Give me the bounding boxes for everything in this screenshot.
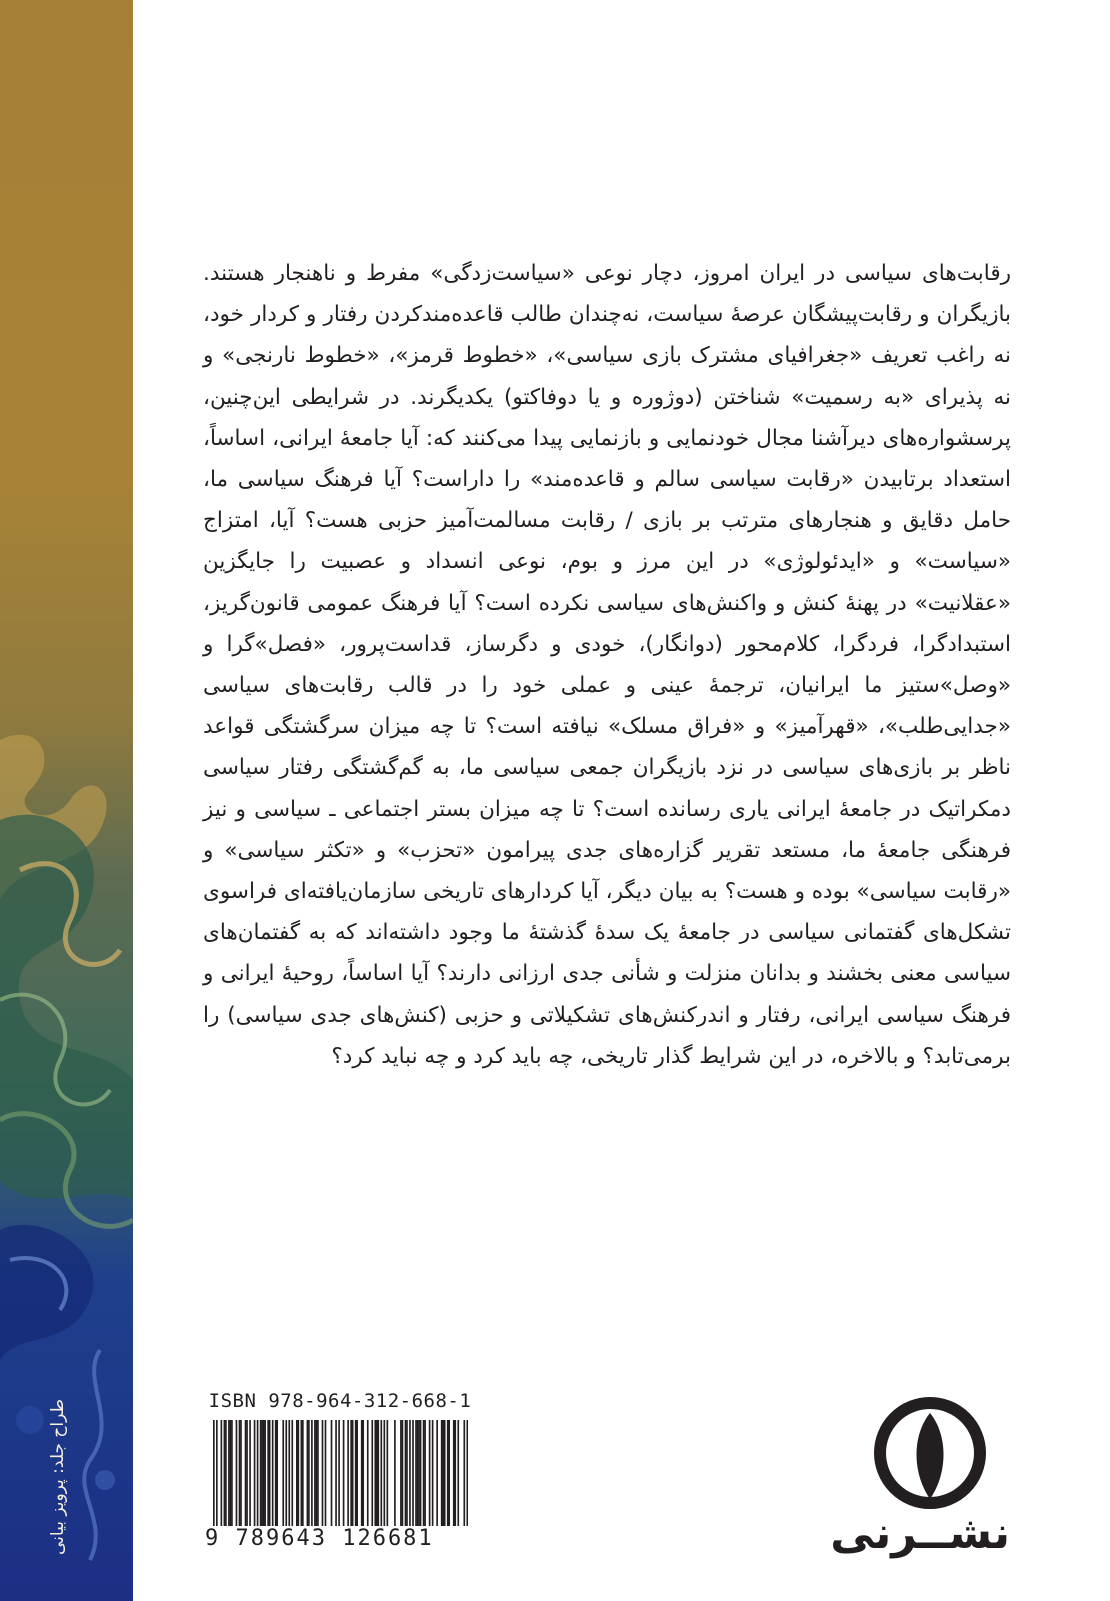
isbn-label: ISBN 978-964-312-668-1 <box>208 1390 472 1412</box>
barcode-bar <box>367 1420 369 1530</box>
back-cover-blurb: رقابت‌های سیاسی در ایران امروز، دچار نوعی «سیاست‌زدگی» مفرط و ناهنجار هستند. بازیگران و رقابت‌پیشگان عرصهٔ سیاست، نه‌چندان طالب قاعده‌مندکردن رفتار و کردار خود، نه راغب تعریف «جغرافیای مشترک بازی سیاسی»، «خطوط قرمز»، «خطوط نارنجی» و نه پذیرای «به رسمیت» شناختن (دوژوره و یا دوفاکتو) یکدیگرند. در شرایطی این‌چنین، پرسشواره‌های دیرآشنا مجال خودنمایی و بازنمایی پیدا می‌کنند که: آیا جامعهٔ ایرانی، اساساً، استعداد برتابیدن «رقابت سیاسی سالم و قاعده‌مند» را داراست؟ آیا فرهنگ سیاسی ما، حامل دقایق و هنجارهای مترتب بر بازی / رقابت مسالمت‌آمیز حزبی هست؟ آیا، امتزاج «سیاست» و «ایدئولوژی» در این مرز و بوم، نوعی انسداد و عصبیت را جایگزین «عقلانیت» در پهنهٔ کنش و واکنش‌های سیاسی نکرده است؟ آیا فرهنگ عمومی قانون‌گریز، استبدادگرا، فردگرا، کلام‌محور (دوانگار)، خودی و دگرساز، قداست‌پرور، «فصل»گرا و «وصل»ستیز ما ایرانیان، ترجمهٔ عینی و عملی خود را در قالب رقابت‌های سیاسی «جدایی‌طلب»، «قهرآمیز» و «فراق مسلک» نیافته است؟ تا چه میزان سرگشتگی قواعد ناظر بر بازی‌های سیاسی در نزد بازیگران جمعی سیاسی ما، به گم‌گشتگی رفتار سیاسی دمکراتیک در جامعهٔ ایرانی یاری رسانده است؟ تا چه میزان بستر اجتماعی ـ سیاسی و نیز فرهنگی جامعهٔ ما، مستعد تقریر گزاره‌های جدی پیرامون «تحزب» و «تکثر سیاسی» و «رقابت سیاسی» بوده و هست؟ به بیان دیگر، آیا کردارهای تاریخی سازمان‌یافته‌ای فراسوی تشکل‌های گفتمانی سیاسی در جامعهٔ یک سدهٔ گذشتهٔ ما وجود داشته‌اند که به گفتمان‌های سیاسی معنی بخشند و بدانان منزلت و شأنی جدی ارزانی دارند؟ آیا اساساً، روحیهٔ ایرانی و فرهنگ سیاسی ایرانی، رفتار و اندرکنش‌های تشکیلاتی و حزبی (کنش‌های جدی سیاسی) را برمی‌تابد؟ و بالاخره، در این شرایط گذار تاریخی، چه باید کرد و چه نباید کرد؟ <box>203 261 1011 1069</box>
barcode-bar <box>448 1420 450 1530</box>
barcode-bar <box>362 1420 364 1530</box>
barcode-bar <box>405 1420 407 1530</box>
barcode-bar <box>409 1420 411 1530</box>
barcode-bar <box>298 1420 300 1530</box>
barcode-bar <box>245 1420 247 1530</box>
barcode-bar <box>355 1420 357 1530</box>
barcode-bar <box>442 1420 444 1530</box>
barcode-bar <box>361 1420 363 1530</box>
barcode-bar <box>228 1420 230 1530</box>
barcode-bar <box>224 1420 226 1530</box>
barcode-bar <box>276 1420 278 1530</box>
barcode-bar <box>240 1420 242 1530</box>
barcode-bar <box>466 1420 468 1530</box>
barcode-bar <box>412 1420 414 1530</box>
barcode-bar <box>221 1420 223 1530</box>
barcode-bar <box>261 1420 263 1530</box>
barcode-digits: 9 789643 126681 <box>205 1526 475 1551</box>
barcode-bar <box>288 1420 290 1530</box>
barcode-bar <box>463 1420 465 1530</box>
barcode-bar <box>420 1420 422 1530</box>
barcode-bar <box>316 1420 318 1530</box>
barcode-bar <box>257 1420 259 1530</box>
barcode-bar <box>343 1420 345 1530</box>
barcode-bar <box>453 1420 455 1530</box>
barcode-bar <box>406 1420 408 1530</box>
barcode-bar <box>374 1420 376 1530</box>
barcode-bar <box>236 1420 238 1530</box>
barcode-bar <box>441 1420 443 1530</box>
barcode-bar <box>444 1420 446 1530</box>
barcode-bar <box>331 1420 333 1530</box>
barcode-bar <box>216 1420 218 1530</box>
barcode-bar <box>264 1420 266 1530</box>
barcode-bar <box>447 1420 449 1530</box>
barcode-bar <box>311 1420 313 1530</box>
barcode-bar <box>350 1420 352 1530</box>
barcode-bar <box>239 1420 241 1530</box>
barcode-bar <box>314 1420 316 1530</box>
barcode-bar <box>417 1420 419 1530</box>
cover-spine-art <box>0 0 133 1601</box>
barcode-bar <box>307 1420 309 1530</box>
barcode-icon <box>213 1420 468 1530</box>
isbn-barcode-block <box>205 1390 475 1560</box>
barcode-bar <box>457 1420 459 1530</box>
barcode-bar <box>230 1420 232 1530</box>
barcode-bar <box>308 1420 310 1530</box>
barcode-bar <box>418 1420 420 1530</box>
barcode-bar <box>246 1420 248 1530</box>
barcode-bar <box>269 1420 271 1530</box>
barcode-bar <box>347 1420 349 1530</box>
publisher-logo-text: نشــرنی <box>830 1508 1010 1559</box>
barcode-bar <box>371 1420 373 1530</box>
barcode-bar <box>377 1420 379 1530</box>
barcode-bar <box>376 1420 378 1530</box>
barcode-bar <box>454 1420 456 1530</box>
barcode-bar <box>263 1420 265 1530</box>
barcode-bar <box>384 1420 386 1530</box>
barcode-bar <box>291 1420 293 1530</box>
barcode-bar <box>302 1420 304 1530</box>
barcode-bar <box>260 1420 262 1530</box>
barcode-bar <box>325 1420 327 1530</box>
barcode-bar <box>402 1420 404 1530</box>
barcode-bar <box>225 1420 227 1530</box>
barcode-bar <box>254 1420 256 1530</box>
barcode-bar <box>415 1420 417 1530</box>
barcode-bar <box>387 1420 389 1530</box>
barcode-bar <box>352 1420 354 1530</box>
barcode-bar <box>213 1420 215 1530</box>
barcode-bar <box>231 1420 233 1530</box>
barcode-bar <box>335 1420 337 1530</box>
barcode-bar <box>301 1420 303 1530</box>
barcode-bar <box>432 1420 434 1530</box>
barcode-bar <box>267 1420 269 1530</box>
barcode-bar <box>317 1420 319 1530</box>
barcode-bar <box>249 1420 251 1530</box>
barcode-bar <box>272 1420 274 1530</box>
barcode-bar <box>380 1420 382 1530</box>
barcode-bar <box>424 1420 426 1530</box>
barcode-bar <box>282 1420 284 1530</box>
barcode-bar <box>322 1420 324 1530</box>
barcode-bar <box>275 1420 277 1530</box>
barcode-bar <box>356 1420 358 1530</box>
barcode-bar <box>423 1420 425 1530</box>
barcode-bar <box>338 1420 340 1530</box>
barcode-bar <box>429 1420 431 1530</box>
barcode-bar <box>436 1420 438 1530</box>
barcode-bar <box>296 1420 298 1530</box>
barcode-bar <box>285 1420 287 1530</box>
cover-designer-credit: طراح جلد: پرویز بیانی <box>48 1399 68 1555</box>
barcode-bar <box>400 1420 402 1530</box>
barcode-bar <box>394 1420 396 1530</box>
